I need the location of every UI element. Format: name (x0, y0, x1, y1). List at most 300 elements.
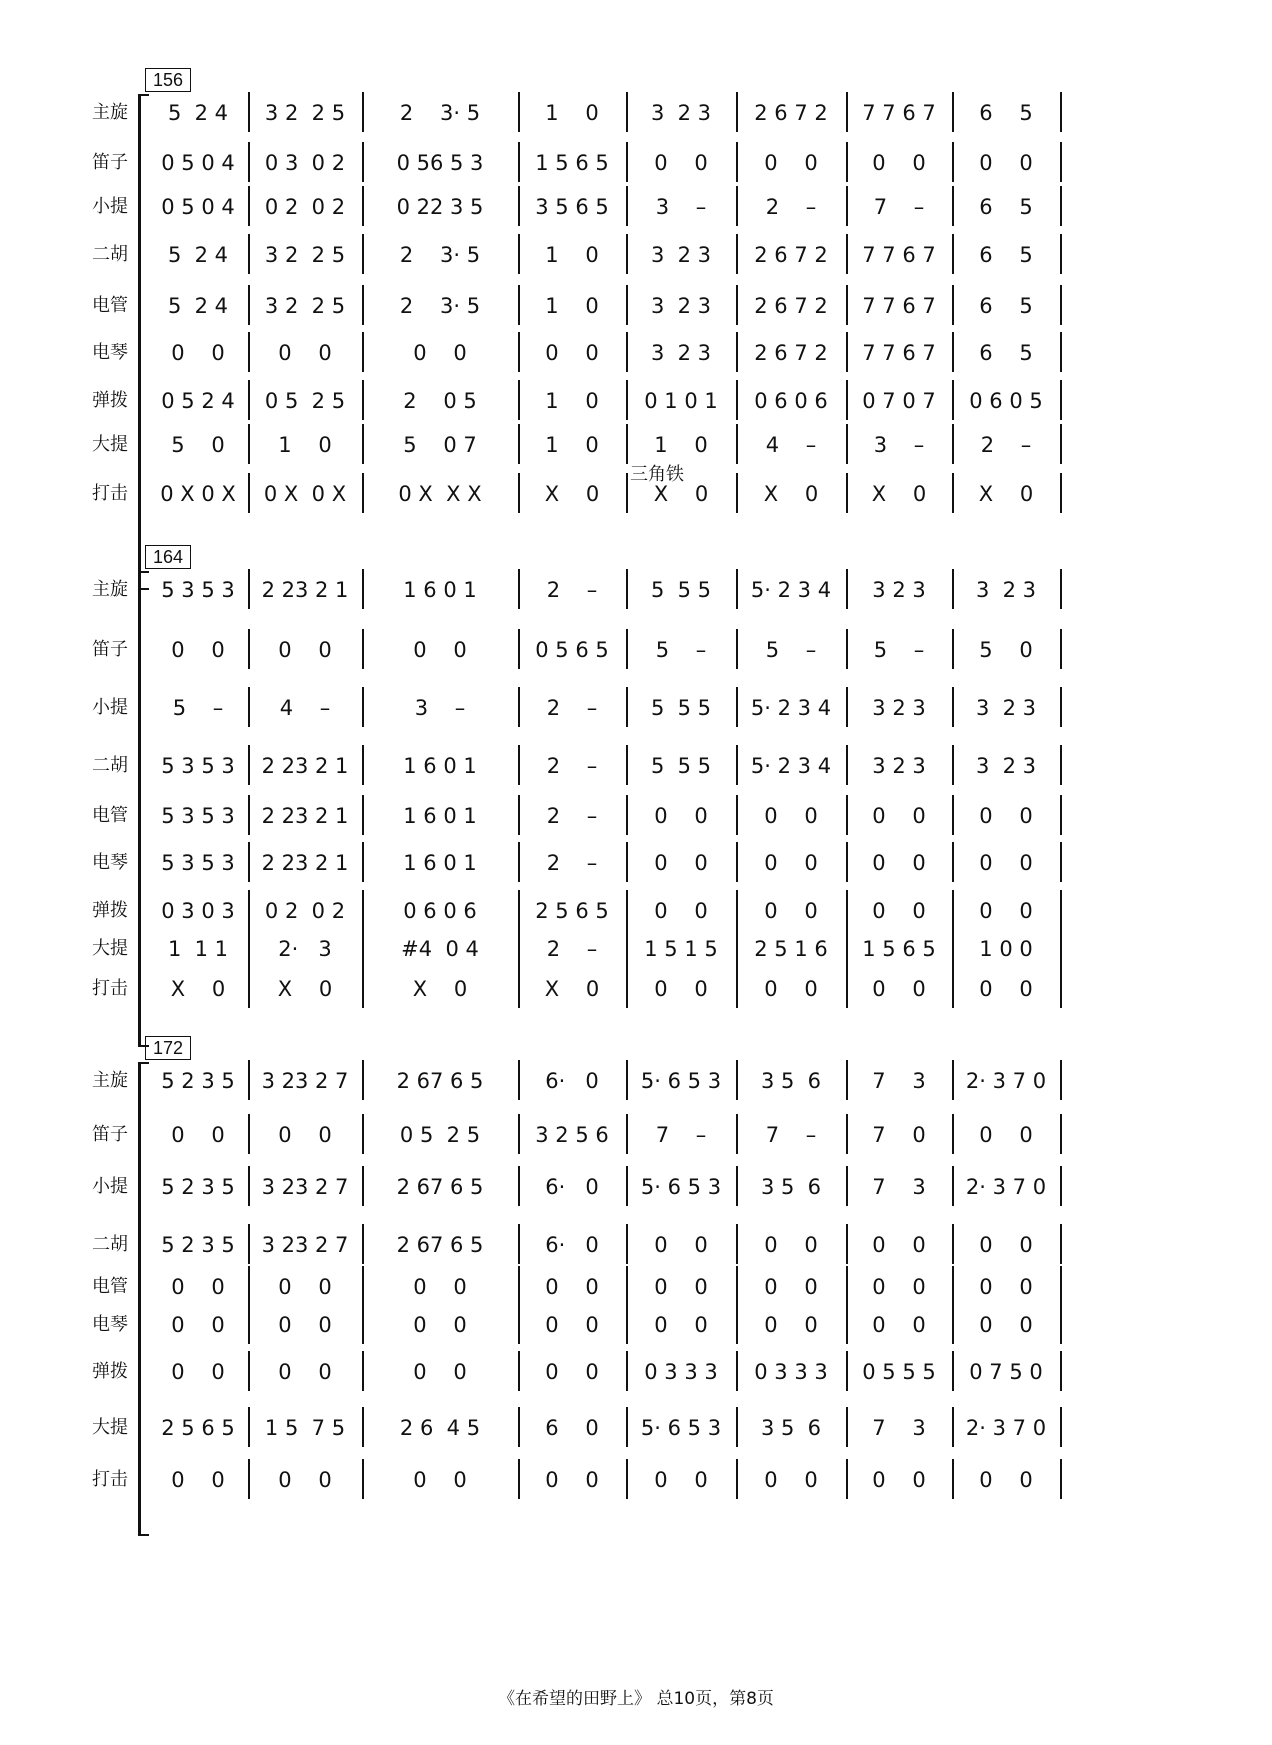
barline (626, 1114, 628, 1154)
measure-cell: 7 – (873, 195, 925, 219)
barline (248, 1459, 250, 1499)
staff-row (0, 693, 1272, 723)
barline (362, 142, 364, 182)
measure-cell: 2 23 2 1 (261, 578, 349, 602)
measure-cell: 0 0 (171, 638, 225, 662)
measure-cell: 0 0 (764, 1468, 818, 1492)
measure-cell: 1 0 0 (979, 937, 1033, 961)
measure-cell: 0 0 (413, 1360, 467, 1384)
barline (846, 1407, 848, 1447)
staff-row (0, 575, 1272, 605)
barline (736, 629, 738, 669)
instrument-label: 电管 (92, 805, 128, 826)
barline (626, 1166, 628, 1206)
barline (626, 234, 628, 274)
barline (1060, 1407, 1062, 1447)
measure-cell: 2 – (980, 433, 1032, 457)
barline (846, 186, 848, 226)
measure-cell: 0 0 (872, 899, 926, 923)
measure-cell: 2 6 7 2 (754, 294, 828, 318)
barline (846, 142, 848, 182)
measure-cell: 0 0 (278, 1275, 332, 1299)
measure-cell: X 0 (170, 977, 226, 1001)
measure-cell: 0 0 (545, 1313, 599, 1337)
measure-cell: 0 0 (979, 804, 1033, 828)
barline (736, 795, 738, 835)
barline (362, 473, 364, 513)
barline (846, 569, 848, 609)
barline (518, 629, 520, 669)
measure-cell: 5 2 4 (167, 101, 229, 125)
barline (1060, 1224, 1062, 1264)
barline (1060, 285, 1062, 325)
barline (626, 1459, 628, 1499)
barline (952, 424, 954, 464)
staff-row (0, 338, 1272, 368)
instrument-label: 小提 (92, 196, 128, 217)
measure-cell: 3 2 2 5 (264, 294, 346, 318)
barline (248, 1351, 250, 1391)
measure-cell: 6· 0 (545, 1069, 599, 1093)
barline (626, 745, 628, 785)
barline (1060, 928, 1062, 968)
staff-row (0, 934, 1272, 964)
barline (1060, 92, 1062, 132)
page-footer: 《在希望的田野上》 总10页，第8页 (498, 1689, 774, 1709)
instrument-label: 弹拨 (92, 390, 128, 411)
barline (736, 1224, 738, 1264)
measure-cell: 3 2 2 5 (264, 243, 346, 267)
measure-cell: 0 6 0 6 (403, 899, 477, 923)
barline (846, 1304, 848, 1344)
barline (626, 687, 628, 727)
measure-cell: 0 0 (979, 151, 1033, 175)
barline (626, 186, 628, 226)
measure-cell: 6· 0 (545, 1233, 599, 1257)
instrument-label: 笛子 (92, 1124, 128, 1145)
measure-cell: 6 5 (979, 341, 1033, 365)
barline (736, 1304, 738, 1344)
barline (952, 795, 954, 835)
barline (248, 629, 250, 669)
measure-cell: 1 0 (654, 433, 708, 457)
barline (248, 1266, 250, 1306)
instrument-label: 打击 (92, 483, 128, 504)
measure-cell: 0 0 (171, 1360, 225, 1384)
barline (1060, 332, 1062, 372)
measure-cell: 2 23 2 1 (261, 851, 349, 875)
barline (952, 569, 954, 609)
barline (518, 1114, 520, 1154)
barline (518, 1459, 520, 1499)
barline (736, 968, 738, 1008)
barline (626, 424, 628, 464)
measure-cell: 7 7 6 7 (862, 294, 936, 318)
barline (952, 928, 954, 968)
measure-cell: 3 2 3 (650, 294, 712, 318)
barline (518, 424, 520, 464)
measure-cell: 0 0 (654, 977, 708, 1001)
barline (362, 1166, 364, 1206)
barline (1060, 795, 1062, 835)
barline (952, 380, 954, 420)
staff-row (0, 848, 1272, 878)
measure-cell: 7 – (655, 1123, 707, 1147)
measure-cell: 0 0 (872, 1313, 926, 1337)
barline (1060, 1304, 1062, 1344)
barline (846, 92, 848, 132)
measure-cell: 3 5 6 5 (535, 195, 609, 219)
barline (1060, 234, 1062, 274)
measure-cell: 0 0 (278, 638, 332, 662)
measure-cell: #4 0 4 (401, 937, 479, 961)
measure-cell: 3 5 6 (760, 1416, 822, 1440)
staff-row (0, 751, 1272, 781)
measure-cell: 0 0 (171, 1313, 225, 1337)
measure-cell: 3 – (655, 195, 707, 219)
barline (518, 842, 520, 882)
measure-cell: 3 2 3 (872, 754, 926, 778)
measure-cell: 5 0 7 (403, 433, 477, 457)
barline (248, 745, 250, 785)
instrument-label: 小提 (92, 697, 128, 718)
barline (736, 1114, 738, 1154)
measure-cell: 5 – (655, 638, 707, 662)
barline (1060, 142, 1062, 182)
barline (1060, 1060, 1062, 1100)
barline (952, 629, 954, 669)
barline (248, 842, 250, 882)
barline (952, 842, 954, 882)
measure-cell: 1 5 7 5 (264, 1416, 346, 1440)
measure-cell: X 0 (412, 977, 468, 1001)
barline (626, 285, 628, 325)
measure-cell: 3 2 3 (975, 578, 1037, 602)
barline (248, 687, 250, 727)
barline (1060, 424, 1062, 464)
barline (736, 285, 738, 325)
measure-cell: 0 0 (872, 151, 926, 175)
staff-row (0, 801, 1272, 831)
measure-cell: 5 5 5 (650, 578, 712, 602)
measure-cell: 0 0 (979, 851, 1033, 875)
staff-row (0, 430, 1272, 460)
measure-cell: 0 0 (654, 851, 708, 875)
measure-cell: X 0 (653, 482, 709, 506)
barline (362, 234, 364, 274)
staff-row (0, 1230, 1272, 1260)
barline (952, 1266, 954, 1306)
barline (626, 890, 628, 930)
measure-cell: 2 5 6 5 (161, 1416, 235, 1440)
barline (1060, 1351, 1062, 1391)
barline (1060, 687, 1062, 727)
barline (248, 1114, 250, 1154)
measure-cell: 7 7 6 7 (862, 341, 936, 365)
measure-cell: 0 0 (872, 1233, 926, 1257)
barline (736, 928, 738, 968)
measure-cell: 5 0 (171, 433, 225, 457)
barline (518, 234, 520, 274)
staff-row (0, 192, 1272, 222)
measure-cell: 1 5 1 5 (644, 937, 718, 961)
measure-cell: 2 – (546, 696, 598, 720)
barline (952, 142, 954, 182)
measure-cell: 0 5 0 4 (161, 195, 235, 219)
measure-cell: 2 23 2 1 (261, 754, 349, 778)
instrument-label: 电管 (92, 1276, 128, 1297)
measure-cell: 3 2 3 (650, 341, 712, 365)
measure-cell: 0 5 0 4 (161, 151, 235, 175)
measure-cell: 1 6 0 1 (403, 578, 477, 602)
measure-cell: 0 0 (654, 1468, 708, 1492)
staff-row (0, 1172, 1272, 1202)
barline (518, 928, 520, 968)
measure-cell: 5· 6 5 3 (640, 1175, 722, 1199)
staff-row (0, 1357, 1272, 1387)
barline (518, 186, 520, 226)
measure-cell: 0 0 (171, 341, 225, 365)
measure-cell: 0 X 0 X (263, 482, 347, 506)
barline (362, 1459, 364, 1499)
measure-cell: 6 5 (979, 195, 1033, 219)
measure-cell: 0 0 (979, 1233, 1033, 1257)
barline (362, 968, 364, 1008)
staff-row (0, 1413, 1272, 1443)
measure-cell: 1 0 (278, 433, 332, 457)
instrument-label: 大提 (92, 434, 128, 455)
barline (626, 380, 628, 420)
barline (248, 332, 250, 372)
barline (626, 473, 628, 513)
barline (952, 687, 954, 727)
barline (736, 687, 738, 727)
barline (846, 745, 848, 785)
barline (846, 285, 848, 325)
barline (518, 1351, 520, 1391)
measure-cell: X 0 (978, 482, 1034, 506)
measure-cell: 2 – (765, 195, 817, 219)
barline (846, 687, 848, 727)
barline (736, 1266, 738, 1306)
measure-cell: 7 0 (872, 1123, 926, 1147)
measure-cell: 3 2 3 (650, 101, 712, 125)
measure-cell: 3 – (873, 433, 925, 457)
barline (736, 142, 738, 182)
measure-cell: 5 3 5 3 (161, 754, 235, 778)
measure-cell: 2 5 6 5 (535, 899, 609, 923)
barline (518, 1304, 520, 1344)
measure-cell: 0 0 (413, 1468, 467, 1492)
barline (846, 1166, 848, 1206)
measure-cell: 0 0 (979, 1123, 1033, 1147)
barline (362, 92, 364, 132)
barline (248, 285, 250, 325)
barline (626, 842, 628, 882)
measure-cell: 5 5 5 (650, 754, 712, 778)
measure-cell: 0 5 2 5 (399, 1123, 481, 1147)
measure-cell: 0 7 5 0 (969, 1360, 1043, 1384)
measure-cell: 3 – (414, 696, 466, 720)
measure-cell: 1 0 (545, 101, 599, 125)
instrument-label: 二胡 (92, 244, 128, 265)
instrument-label: 笛子 (92, 639, 128, 660)
measure-cell: 2 6 7 2 (754, 341, 828, 365)
measure-cell: 0 0 (979, 1468, 1033, 1492)
measure-cell: 0 0 (764, 1233, 818, 1257)
staff-row (0, 1310, 1272, 1340)
measure-cell: 5 5 5 (650, 696, 712, 720)
barline (736, 473, 738, 513)
barline (1060, 1459, 1062, 1499)
measure-cell: 0 0 (413, 341, 467, 365)
barline (626, 1351, 628, 1391)
barline (736, 1407, 738, 1447)
measure-cell: 3 2 3 (872, 578, 926, 602)
measure-cell: 0 0 (654, 151, 708, 175)
measure-cell: 6 0 (545, 1416, 599, 1440)
barline (248, 890, 250, 930)
barline (846, 890, 848, 930)
measure-cell: 1 5 6 5 (862, 937, 936, 961)
barline (952, 1224, 954, 1264)
measure-cell: 0 0 (413, 1313, 467, 1337)
measure-number: 156 (145, 68, 191, 92)
measure-cell: 0 0 (654, 899, 708, 923)
barline (518, 473, 520, 513)
barline (1060, 569, 1062, 609)
measure-cell: 7 3 (872, 1175, 926, 1199)
barline (362, 1266, 364, 1306)
barline (736, 842, 738, 882)
measure-cell: 5 2 4 (167, 294, 229, 318)
measure-cell: 5· 6 5 3 (640, 1069, 722, 1093)
barline (362, 795, 364, 835)
barline (1060, 745, 1062, 785)
measure-cell: 0 0 (654, 804, 708, 828)
measure-cell: 0 0 (872, 1275, 926, 1299)
barline (518, 687, 520, 727)
measure-cell: 0 0 (278, 1123, 332, 1147)
staff-row (0, 635, 1272, 665)
barline (248, 186, 250, 226)
measure-cell: 5· 2 3 4 (750, 754, 832, 778)
barline (736, 569, 738, 609)
barline (952, 1166, 954, 1206)
measure-cell: 3 2 3 (650, 243, 712, 267)
measure-cell: 3 2 2 5 (264, 101, 346, 125)
measure-cell: 3 2 3 (975, 696, 1037, 720)
barline (362, 1351, 364, 1391)
barline (846, 1266, 848, 1306)
measure-cell: 6· 0 (545, 1175, 599, 1199)
barline (736, 92, 738, 132)
instrument-label: 电管 (92, 295, 128, 316)
barline (626, 1407, 628, 1447)
measure-cell: 1 0 (545, 243, 599, 267)
barline (1060, 1166, 1062, 1206)
measure-cell: 4 – (765, 433, 817, 457)
barline (736, 1351, 738, 1391)
staff-row (0, 896, 1272, 926)
barline (362, 380, 364, 420)
measure-cell: 1 0 (545, 294, 599, 318)
measure-cell: 0 0 (171, 1123, 225, 1147)
measure-cell: 3 23 2 7 (261, 1233, 349, 1257)
barline (626, 629, 628, 669)
measure-cell: 0 2 0 2 (264, 899, 346, 923)
instrument-label: 打击 (92, 1469, 128, 1490)
measure-cell: 6 5 (979, 101, 1033, 125)
measure-cell: 7 – (765, 1123, 817, 1147)
instrument-label: 笛子 (92, 152, 128, 173)
staff-row (0, 1272, 1272, 1302)
measure-cell: 0 0 (764, 1313, 818, 1337)
instrument-label: 主旋 (92, 1070, 128, 1091)
measure-cell: 0 0 (979, 1275, 1033, 1299)
barline (518, 569, 520, 609)
barline (1060, 1114, 1062, 1154)
measure-cell: 2 – (546, 804, 598, 828)
measure-cell: 7 7 6 7 (862, 243, 936, 267)
staff-row (0, 1066, 1272, 1096)
measure-cell: 0 3 3 3 (644, 1360, 718, 1384)
barline (846, 1224, 848, 1264)
barline (736, 1459, 738, 1499)
barline (846, 234, 848, 274)
barline (846, 332, 848, 372)
staff-row (0, 98, 1272, 128)
instrument-label: 电琴 (92, 852, 128, 873)
instrument-label: 打击 (92, 978, 128, 999)
measure-cell: 2 6 7 2 (754, 101, 828, 125)
barline (952, 890, 954, 930)
staff-row (0, 386, 1272, 416)
barline (362, 1407, 364, 1447)
measure-cell: 0 0 (545, 341, 599, 365)
barline (736, 890, 738, 930)
measure-cell: X 0 (871, 482, 927, 506)
measure-cell: 5 – (765, 638, 817, 662)
measure-cell: 0 3 0 3 (161, 899, 235, 923)
staff-row (0, 1465, 1272, 1495)
barline (952, 1407, 954, 1447)
barline (846, 473, 848, 513)
measure-cell: 2 – (546, 578, 598, 602)
barline (952, 234, 954, 274)
measure-cell: 2 6 4 5 (399, 1416, 481, 1440)
staff-row (0, 240, 1272, 270)
instrument-label: 电琴 (92, 342, 128, 363)
measure-cell: 5 3 5 3 (161, 578, 235, 602)
instrument-label: 大提 (92, 1417, 128, 1438)
barline (736, 234, 738, 274)
measure-cell: 0 0 (413, 1275, 467, 1299)
barline (518, 1224, 520, 1264)
instrument-label: 大提 (92, 938, 128, 959)
triangle-annotation: 三角铁 (630, 464, 684, 485)
barline (952, 1459, 954, 1499)
barline (626, 795, 628, 835)
measure-cell: 1 0 (545, 389, 599, 413)
barline (846, 629, 848, 669)
measure-cell: 2 – (546, 754, 598, 778)
measure-cell: 1 6 0 1 (403, 804, 477, 828)
measure-cell: 5 2 3 5 (161, 1069, 235, 1093)
measure-cell: 0 0 (764, 899, 818, 923)
barline (362, 1224, 364, 1264)
barline (248, 1304, 250, 1344)
